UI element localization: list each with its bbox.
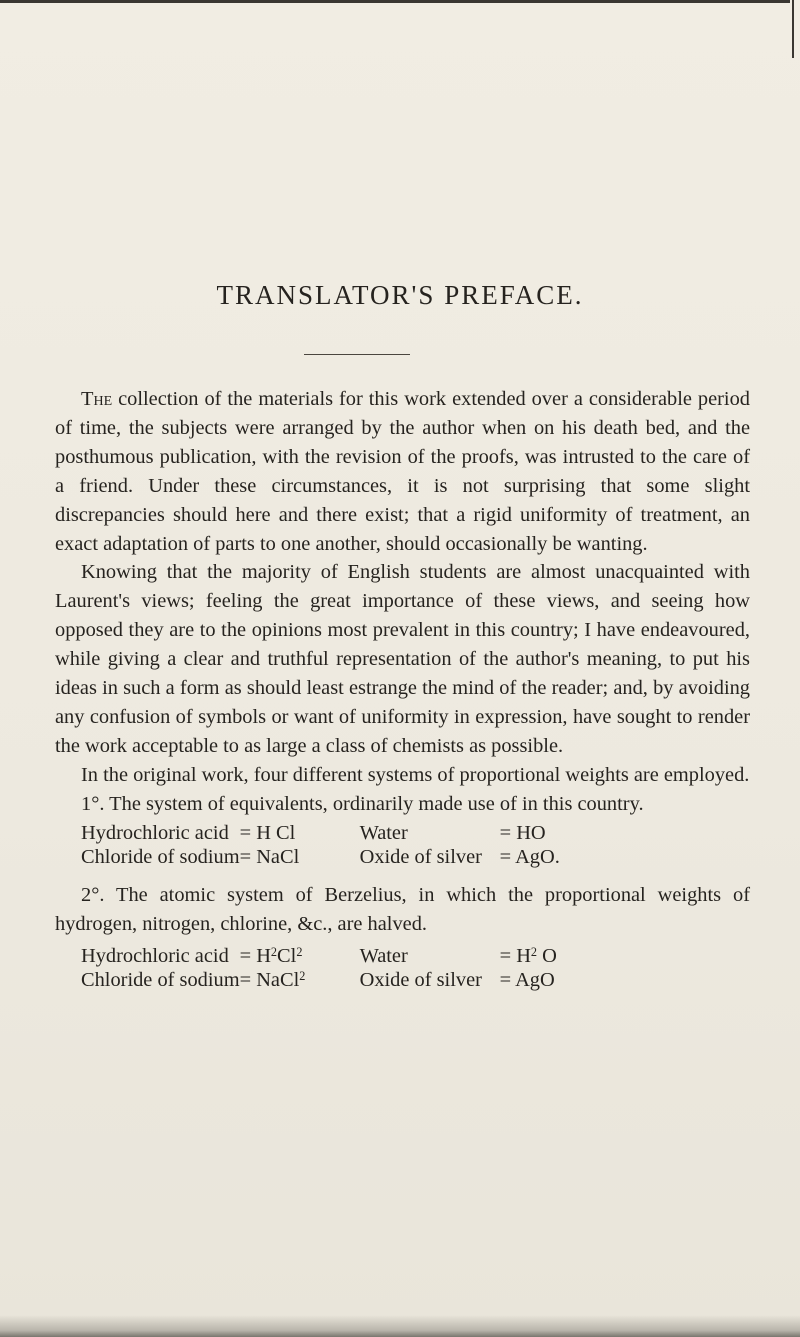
table-row <box>81 845 560 869</box>
paragraph-1 <box>55 385 750 558</box>
compound-formula: = $H^2Cl^2$ <box>239 945 303 968</box>
compound-name: Hydrochloric acid <box>81 821 229 844</box>
compound-name: Oxide of silver <box>359 969 482 992</box>
compound-formula: = NaCl <box>239 845 300 868</box>
compound-name: Water <box>359 821 408 844</box>
paragraph-3: In the original work, four different systems of proportional weights are employed. <box>81 763 750 786</box>
compound-name: Oxide of silver <box>359 845 482 868</box>
paragraph-2: Knowing that the majority of English students are almost unacquainted with Laurent's views; feeling the great importance of these views, and seeing how opposed they are to the opinions most prevalent in this country; I have endeavoured, while giving a clear and truthful representation of the author's meaning, to put his ideas in such a form as should least estrange the mind of the reader; and, by avoiding any confusion of symbols or want of uniformity in expression, have sought to render the work acceptable to as large a class of chemists as possible. <box>55 561 750 757</box>
page-bottom-shadow <box>0 1315 800 1337</box>
compound-formula: = H Cl <box>239 821 296 844</box>
right-edge-rule <box>792 0 794 58</box>
compound-formula: = $H^2$ O <box>499 945 557 968</box>
compound-formula: = AgO <box>499 969 555 992</box>
page-title: TRANSLATOR'S PREFACE. <box>216 280 584 310</box>
paragraph-1-lead: The <box>81 388 113 410</box>
compound-name: Water <box>359 945 408 968</box>
table-row <box>81 821 560 845</box>
compound-name: Chloride of sodium <box>81 845 240 868</box>
equivalents-table <box>81 821 560 869</box>
paragraph-1-text: collection of the materials for this work extended over a considerable period of time, the subjects were arranged by the author when on his death bed, and the posthumous publication, with the revision of the proofs, was intrusted to the care of a friend. Under these circumstances, it is not surprising that some slight discrepancies should here and there exist; that a rigid uniformity of treatment, an exact adaptation of parts to one another, should occasionally be wanting. <box>55 388 750 555</box>
compound-formula: = AgO. <box>499 845 560 868</box>
top-edge-rule <box>0 0 790 3</box>
compound-name: Chloride of sodium <box>81 969 240 992</box>
paragraph-4: 1°. The system of equivalents, ordinarily made use of in this country. <box>81 792 644 815</box>
table-row <box>81 944 557 968</box>
atomic-table <box>81 944 557 992</box>
compound-formula: = HO <box>499 821 546 844</box>
preface-body <box>55 385 750 992</box>
compound-name: Hydrochloric acid <box>81 945 229 968</box>
compound-formula: = NaCl$^2$ <box>239 969 306 992</box>
table-row <box>81 968 557 992</box>
title-divider <box>304 354 410 355</box>
paragraph-5: 2°. The atomic system of Berzelius, in which the proportional weights of hydrogen, nitrogen, chlorine, &c., are halved. <box>55 883 750 935</box>
